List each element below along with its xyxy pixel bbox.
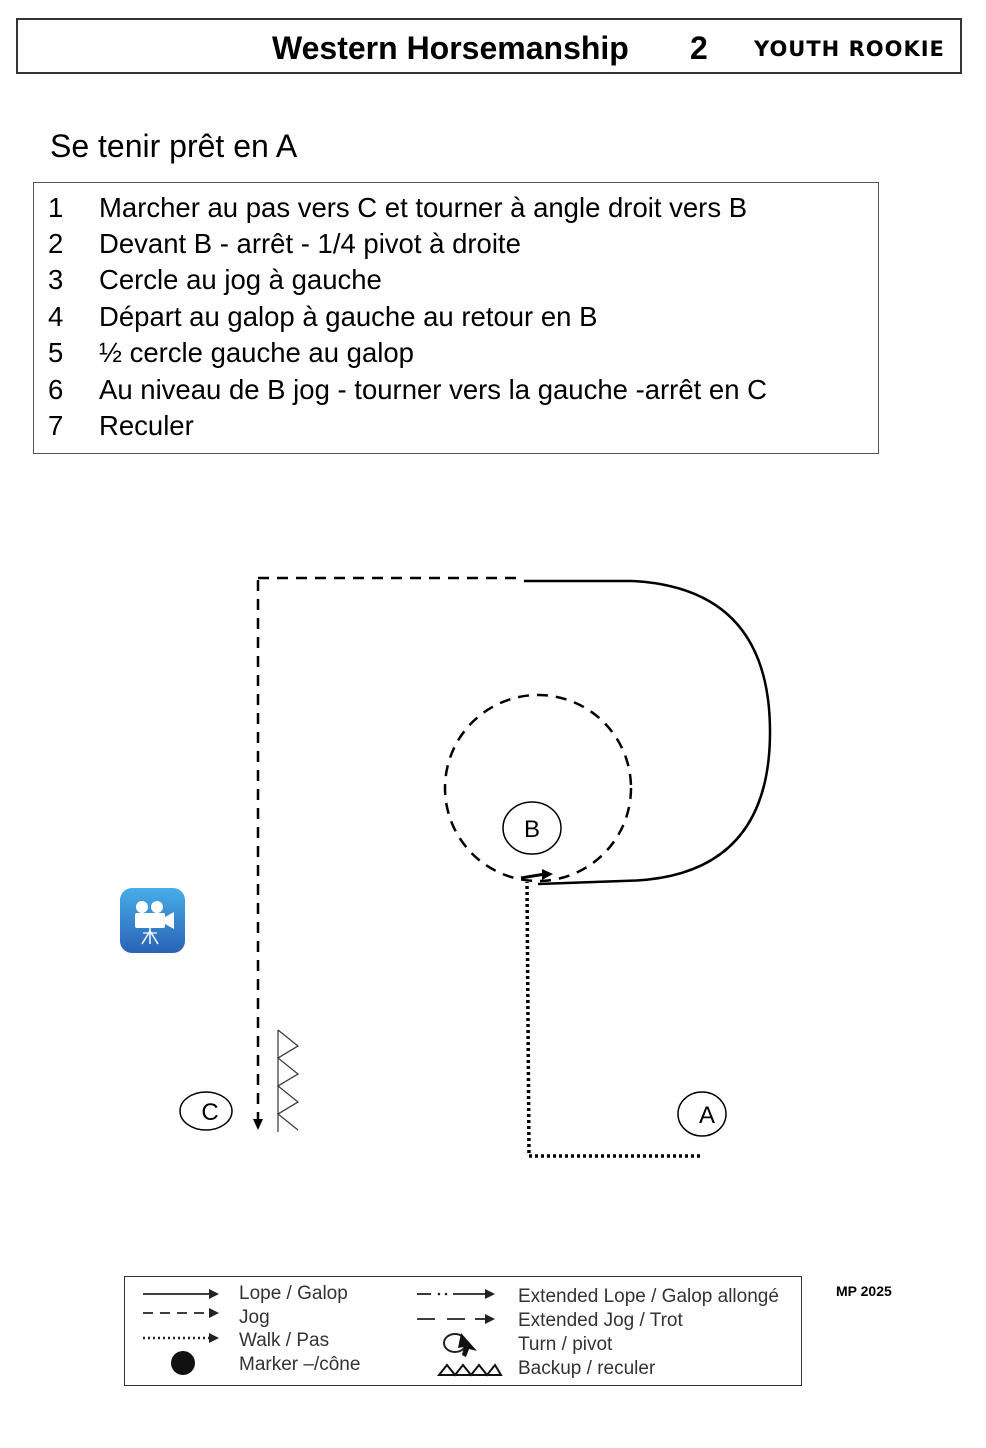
lope-half-circle [524, 581, 770, 884]
step-text: Au niveau de B jog - tourner vers la gauche -arrêt en C [99, 374, 768, 405]
step-text: Devant B - arrêt - 1/4 pivot à droite [99, 228, 521, 259]
start-instruction: Se tenir prêt en A [50, 128, 298, 164]
legend-extended-lope: Extended Lope / Galop allongé [518, 1286, 779, 1307]
step-text: Marcher au pas vers C et tourner à angle droit vers B [99, 192, 748, 223]
pivot-arrow [521, 874, 545, 878]
pattern-title: Western Horsemanship [272, 30, 629, 66]
step-text: Départ au galop à gauche au retour en B [99, 301, 598, 332]
pattern-number: 2 [690, 30, 708, 66]
legend-turn: Turn / pivot [518, 1334, 613, 1355]
legend-marker: Marker –/cône [239, 1354, 361, 1375]
legend-backup: Backup / reculer [518, 1358, 656, 1379]
legend-walk: Walk / Pas [239, 1330, 330, 1351]
arrow-head [542, 869, 553, 880]
credit-label: MP 2025 [836, 1283, 892, 1299]
legend-lope: Lope / Galop [239, 1283, 348, 1304]
video-camera-icon[interactable] [120, 888, 185, 953]
marker-c-label: C [201, 1099, 219, 1126]
step-number: 3 [48, 264, 64, 295]
step-number: 4 [48, 301, 64, 332]
step-text: Reculer [99, 410, 194, 441]
walk-path [527, 882, 700, 1156]
arrow-head [253, 1119, 263, 1130]
video-camera-icon-glyph [120, 888, 185, 953]
legend [124, 1276, 802, 1386]
step-text: Cercle au jog à gauche [99, 264, 382, 295]
step-number: 7 [48, 410, 64, 441]
step-number: 6 [48, 374, 64, 405]
marker-b-label: B [523, 816, 541, 843]
step-number: 2 [48, 228, 64, 259]
pattern-level: YOUTH ROOKIE [754, 37, 945, 61]
step-number: 5 [48, 337, 64, 368]
legend-extended-jog: Extended Jog / Trot [518, 1310, 683, 1331]
backup-zigzag [278, 1030, 298, 1130]
step-number: 1 [48, 192, 64, 223]
step-text: ½ cercle gauche au galop [99, 337, 414, 368]
marker-a-label: A [698, 1102, 716, 1129]
legend-jog: Jog [239, 1307, 270, 1328]
